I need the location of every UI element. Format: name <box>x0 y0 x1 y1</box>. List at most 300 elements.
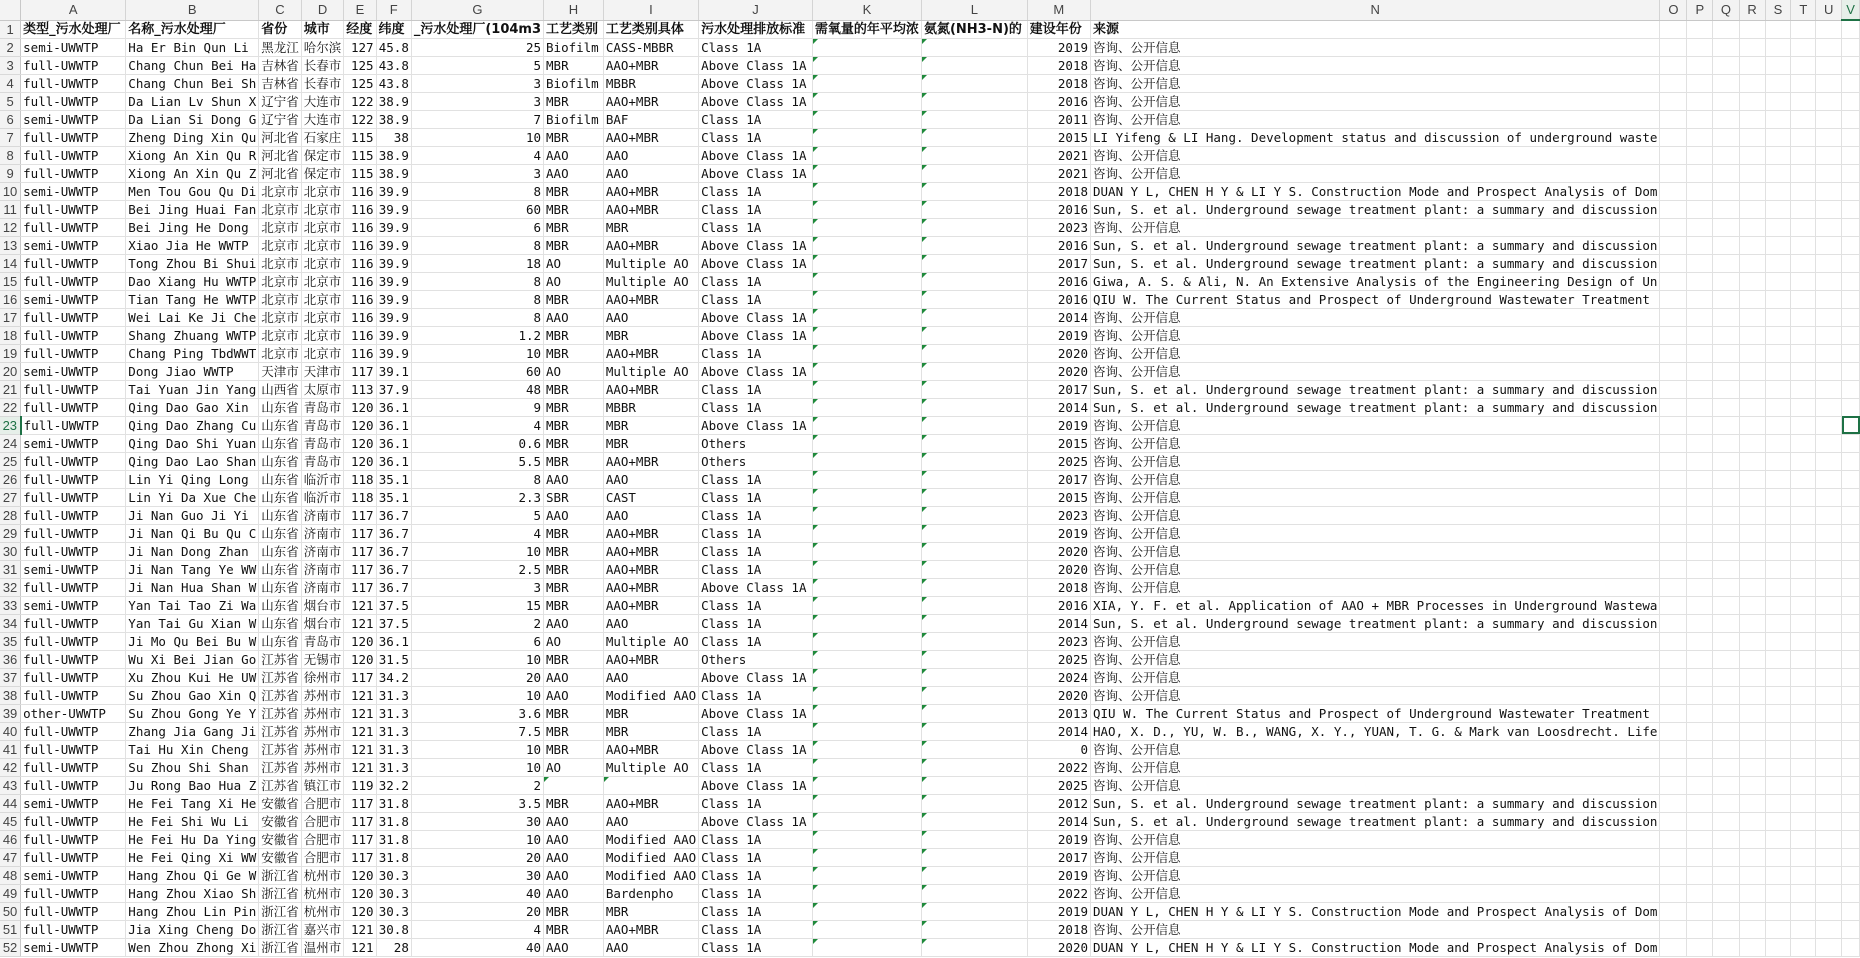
cell-n19[interactable]: 咨询、公开信息 <box>1091 344 1660 362</box>
row-header-13[interactable]: 13 <box>0 236 21 254</box>
cell-t27[interactable] <box>1791 488 1816 506</box>
cell-s6[interactable] <box>1765 110 1791 128</box>
cell-m19[interactable]: 2020 <box>1027 344 1090 362</box>
cell-q50[interactable] <box>1713 902 1739 920</box>
cell-q49[interactable] <box>1713 884 1739 902</box>
cell-f25[interactable]: 36.1 <box>376 452 411 470</box>
cell-e33[interactable]: 121 <box>344 596 376 614</box>
cell-k36[interactable] <box>812 650 921 668</box>
cell-b21[interactable]: Tai Yuan Jin Yang <box>126 380 259 398</box>
cell-f19[interactable]: 39.9 <box>376 344 411 362</box>
cell-q39[interactable] <box>1713 704 1739 722</box>
cell-n21[interactable]: Sun, S. et al. Underground sewage treatment plant: a summary and discussion <box>1091 380 1660 398</box>
cell-k39[interactable] <box>812 704 921 722</box>
row-header-32[interactable]: 32 <box>0 578 21 596</box>
cell-j37[interactable]: Above Class 1A <box>699 668 813 686</box>
cell-c13[interactable]: 北京市 <box>259 236 302 254</box>
column-header-g[interactable]: G <box>411 0 543 20</box>
cell-c44[interactable]: 安徽省 <box>259 794 302 812</box>
cell-a48[interactable]: semi-UWWTP <box>21 866 126 884</box>
cell-g52[interactable]: 40 <box>411 938 543 956</box>
cell-d30[interactable]: 济南市 <box>301 542 344 560</box>
cell-h44[interactable]: MBR <box>544 794 604 812</box>
cell-j22[interactable]: Class 1A <box>699 398 813 416</box>
cell-u50[interactable] <box>1816 902 1842 920</box>
cell-n32[interactable]: 咨询、公开信息 <box>1091 578 1660 596</box>
cell-h50[interactable]: MBR <box>544 902 604 920</box>
cell-v31[interactable] <box>1842 560 1860 578</box>
cell-s3[interactable] <box>1765 56 1791 74</box>
cell-j52[interactable]: Class 1A <box>699 938 813 956</box>
cell-u25[interactable] <box>1816 452 1842 470</box>
cell-p41[interactable] <box>1687 740 1713 758</box>
column-header-m[interactable]: M <box>1027 0 1090 20</box>
cell-v33[interactable] <box>1842 596 1860 614</box>
cell-e13[interactable]: 116 <box>344 236 376 254</box>
cell-b23[interactable]: Qing Dao Zhang Cu <box>126 416 259 434</box>
cell-v29[interactable] <box>1842 524 1860 542</box>
cell-a27[interactable]: full-UWWTP <box>21 488 126 506</box>
cell-g22[interactable]: 9 <box>411 398 543 416</box>
cell-k34[interactable] <box>812 614 921 632</box>
cell-f5[interactable]: 38.9 <box>376 92 411 110</box>
cell-a19[interactable]: full-UWWTP <box>21 344 126 362</box>
cell-t10[interactable] <box>1791 182 1816 200</box>
cell-p25[interactable] <box>1687 452 1713 470</box>
cell-s17[interactable] <box>1765 308 1791 326</box>
cell-d27[interactable]: 临沂市 <box>301 488 344 506</box>
cell-r11[interactable] <box>1739 200 1765 218</box>
cell-u15[interactable] <box>1816 272 1842 290</box>
cell-d24[interactable]: 青岛市 <box>301 434 344 452</box>
cell-p18[interactable] <box>1687 326 1713 344</box>
row-header-45[interactable]: 45 <box>0 812 21 830</box>
cell-r18[interactable] <box>1739 326 1765 344</box>
cell-l42[interactable] <box>921 758 1027 776</box>
cell-i15[interactable]: Multiple AO <box>603 272 698 290</box>
cell-m38[interactable]: 2020 <box>1027 686 1090 704</box>
cell-u31[interactable] <box>1816 560 1842 578</box>
cell-k21[interactable] <box>812 380 921 398</box>
cell-d38[interactable]: 苏州市 <box>301 686 344 704</box>
cell-v32[interactable] <box>1842 578 1860 596</box>
cell-q46[interactable] <box>1713 830 1739 848</box>
cell-s11[interactable] <box>1765 200 1791 218</box>
cell-u13[interactable] <box>1816 236 1842 254</box>
cell-l15[interactable] <box>921 272 1027 290</box>
cell-s36[interactable] <box>1765 650 1791 668</box>
cell-b31[interactable]: Ji Nan Tang Ye WW <box>126 560 259 578</box>
cell-s49[interactable] <box>1765 884 1791 902</box>
cell-p14[interactable] <box>1687 254 1713 272</box>
cell-l7[interactable] <box>921 128 1027 146</box>
cell-p34[interactable] <box>1687 614 1713 632</box>
cell-c16[interactable]: 北京市 <box>259 290 302 308</box>
cell-n47[interactable]: 咨询、公开信息 <box>1091 848 1660 866</box>
cell-v8[interactable] <box>1842 146 1860 164</box>
cell-i43[interactable] <box>603 776 698 794</box>
cell-e38[interactable]: 121 <box>344 686 376 704</box>
cell-o15[interactable] <box>1660 272 1687 290</box>
cell-p26[interactable] <box>1687 470 1713 488</box>
cell-q24[interactable] <box>1713 434 1739 452</box>
cell-f38[interactable]: 31.3 <box>376 686 411 704</box>
cell-g25[interactable]: 5.5 <box>411 452 543 470</box>
cell-l28[interactable] <box>921 506 1027 524</box>
cell-b26[interactable]: Lin Yi Qing Long <box>126 470 259 488</box>
cell-u51[interactable] <box>1816 920 1842 938</box>
cell-n40[interactable]: HAO, X. D., YU, W. B., WANG, X. Y., YUAN, T. G. & Mark van Loosdrecht. Life <box>1091 722 1660 740</box>
cell-d29[interactable]: 济南市 <box>301 524 344 542</box>
cell-o40[interactable] <box>1660 722 1687 740</box>
cell-v11[interactable] <box>1842 200 1860 218</box>
row-header-17[interactable]: 17 <box>0 308 21 326</box>
cell-u20[interactable] <box>1816 362 1842 380</box>
cell-a32[interactable]: full-UWWTP <box>21 578 126 596</box>
cell-r14[interactable] <box>1739 254 1765 272</box>
cell-k4[interactable] <box>812 74 921 92</box>
cell-t3[interactable] <box>1791 56 1816 74</box>
cell-t16[interactable] <box>1791 290 1816 308</box>
cell-g46[interactable]: 10 <box>411 830 543 848</box>
cell-g1[interactable]: _污水处理厂(104m3 <box>411 20 543 38</box>
cell-n29[interactable]: 咨询、公开信息 <box>1091 524 1660 542</box>
cell-b35[interactable]: Ji Mo Qu Bei Bu W <box>126 632 259 650</box>
cell-l43[interactable] <box>921 776 1027 794</box>
cell-q27[interactable] <box>1713 488 1739 506</box>
cell-e29[interactable]: 117 <box>344 524 376 542</box>
cell-q25[interactable] <box>1713 452 1739 470</box>
cell-g23[interactable]: 4 <box>411 416 543 434</box>
cell-p17[interactable] <box>1687 308 1713 326</box>
cell-t28[interactable] <box>1791 506 1816 524</box>
cell-j50[interactable]: Class 1A <box>699 902 813 920</box>
cell-l35[interactable] <box>921 632 1027 650</box>
cell-h25[interactable]: MBR <box>544 452 604 470</box>
cell-m45[interactable]: 2014 <box>1027 812 1090 830</box>
cell-b8[interactable]: Xiong An Xin Qu R <box>126 146 259 164</box>
cell-s19[interactable] <box>1765 344 1791 362</box>
cell-o1[interactable] <box>1660 20 1687 38</box>
cell-j19[interactable]: Class 1A <box>699 344 813 362</box>
column-header-o[interactable]: O <box>1660 0 1687 20</box>
cell-v48[interactable] <box>1842 866 1860 884</box>
cell-h23[interactable]: MBR <box>544 416 604 434</box>
cell-u4[interactable] <box>1816 74 1842 92</box>
cell-r20[interactable] <box>1739 362 1765 380</box>
cell-s33[interactable] <box>1765 596 1791 614</box>
cell-p32[interactable] <box>1687 578 1713 596</box>
cell-d43[interactable]: 镇江市 <box>301 776 344 794</box>
cell-l34[interactable] <box>921 614 1027 632</box>
cell-a15[interactable]: full-UWWTP <box>21 272 126 290</box>
cell-i35[interactable]: Multiple AO <box>603 632 698 650</box>
cell-r22[interactable] <box>1739 398 1765 416</box>
cell-k38[interactable] <box>812 686 921 704</box>
cell-c32[interactable]: 山东省 <box>259 578 302 596</box>
row-header-46[interactable]: 46 <box>0 830 21 848</box>
cell-f34[interactable]: 37.5 <box>376 614 411 632</box>
cell-i11[interactable]: AAO+MBR <box>603 200 698 218</box>
cell-j26[interactable]: Class 1A <box>699 470 813 488</box>
cell-i34[interactable]: AAO <box>603 614 698 632</box>
cell-q28[interactable] <box>1713 506 1739 524</box>
column-header-k[interactable]: K <box>812 0 921 20</box>
cell-r29[interactable] <box>1739 524 1765 542</box>
cell-g19[interactable]: 10 <box>411 344 543 362</box>
cell-b40[interactable]: Zhang Jia Gang Ji <box>126 722 259 740</box>
cell-b36[interactable]: Wu Xi Bei Jian Go <box>126 650 259 668</box>
cell-h43[interactable] <box>544 776 604 794</box>
cell-l38[interactable] <box>921 686 1027 704</box>
cell-p1[interactable] <box>1687 20 1713 38</box>
cell-k15[interactable] <box>812 272 921 290</box>
cell-u49[interactable] <box>1816 884 1842 902</box>
row-header-24[interactable]: 24 <box>0 434 21 452</box>
cell-g20[interactable]: 60 <box>411 362 543 380</box>
cell-v3[interactable] <box>1842 56 1860 74</box>
row-header-29[interactable]: 29 <box>0 524 21 542</box>
cell-k29[interactable] <box>812 524 921 542</box>
cell-d35[interactable]: 青岛市 <box>301 632 344 650</box>
cell-t5[interactable] <box>1791 92 1816 110</box>
cell-k43[interactable] <box>812 776 921 794</box>
cell-i49[interactable]: Bardenpho <box>603 884 698 902</box>
cell-r52[interactable] <box>1739 938 1765 956</box>
cell-u52[interactable] <box>1816 938 1842 956</box>
cell-q18[interactable] <box>1713 326 1739 344</box>
cell-g51[interactable]: 4 <box>411 920 543 938</box>
cell-j40[interactable]: Class 1A <box>699 722 813 740</box>
cell-k30[interactable] <box>812 542 921 560</box>
cell-d8[interactable]: 保定市 <box>301 146 344 164</box>
cell-d16[interactable]: 北京市 <box>301 290 344 308</box>
cell-i3[interactable]: AAO+MBR <box>603 56 698 74</box>
cell-a43[interactable]: full-UWWTP <box>21 776 126 794</box>
row-header-19[interactable]: 19 <box>0 344 21 362</box>
cell-h10[interactable]: MBR <box>544 182 604 200</box>
cell-a23[interactable]: full-UWWTP <box>21 416 126 434</box>
cell-n49[interactable]: 咨询、公开信息 <box>1091 884 1660 902</box>
cell-k23[interactable] <box>812 416 921 434</box>
cell-v14[interactable] <box>1842 254 1860 272</box>
cell-f46[interactable]: 31.8 <box>376 830 411 848</box>
column-header-r[interactable]: R <box>1739 0 1765 20</box>
cell-o22[interactable] <box>1660 398 1687 416</box>
cell-h38[interactable]: AAO <box>544 686 604 704</box>
cell-p4[interactable] <box>1687 74 1713 92</box>
cell-j34[interactable]: Class 1A <box>699 614 813 632</box>
cell-t50[interactable] <box>1791 902 1816 920</box>
cell-e10[interactable]: 116 <box>344 182 376 200</box>
cell-n15[interactable]: Giwa, A. S. & Ali, N. An Extensive Analysis of the Engineering Design of Un <box>1091 272 1660 290</box>
cell-b27[interactable]: Lin Yi Da Xue Che <box>126 488 259 506</box>
cell-i23[interactable]: MBR <box>603 416 698 434</box>
cell-i22[interactable]: MBBR <box>603 398 698 416</box>
cell-d40[interactable]: 苏州市 <box>301 722 344 740</box>
column-header-d[interactable]: D <box>301 0 344 20</box>
cell-v26[interactable] <box>1842 470 1860 488</box>
cell-t39[interactable] <box>1791 704 1816 722</box>
cell-a40[interactable]: full-UWWTP <box>21 722 126 740</box>
cell-c40[interactable]: 江苏省 <box>259 722 302 740</box>
cell-s35[interactable] <box>1765 632 1791 650</box>
row-header-8[interactable]: 8 <box>0 146 21 164</box>
cell-n28[interactable]: 咨询、公开信息 <box>1091 506 1660 524</box>
cell-c9[interactable]: 河北省 <box>259 164 302 182</box>
cell-b4[interactable]: Chang Chun Bei Sh <box>126 74 259 92</box>
cell-i2[interactable]: CASS-MBBR <box>603 38 698 56</box>
cell-f10[interactable]: 39.9 <box>376 182 411 200</box>
cell-v49[interactable] <box>1842 884 1860 902</box>
cell-r6[interactable] <box>1739 110 1765 128</box>
cell-m4[interactable]: 2018 <box>1027 74 1090 92</box>
cell-r33[interactable] <box>1739 596 1765 614</box>
cell-f50[interactable]: 30.3 <box>376 902 411 920</box>
cell-l10[interactable] <box>921 182 1027 200</box>
cell-r43[interactable] <box>1739 776 1765 794</box>
cell-k26[interactable] <box>812 470 921 488</box>
cell-p11[interactable] <box>1687 200 1713 218</box>
cell-q37[interactable] <box>1713 668 1739 686</box>
cell-s46[interactable] <box>1765 830 1791 848</box>
cell-u36[interactable] <box>1816 650 1842 668</box>
cell-a6[interactable]: semi-UWWTP <box>21 110 126 128</box>
cell-a41[interactable]: full-UWWTP <box>21 740 126 758</box>
cell-v12[interactable] <box>1842 218 1860 236</box>
cell-e19[interactable]: 116 <box>344 344 376 362</box>
cell-g10[interactable]: 8 <box>411 182 543 200</box>
cell-v16[interactable] <box>1842 290 1860 308</box>
cell-k5[interactable] <box>812 92 921 110</box>
cell-j46[interactable]: Class 1A <box>699 830 813 848</box>
cell-s9[interactable] <box>1765 164 1791 182</box>
cell-j2[interactable]: Class 1A <box>699 38 813 56</box>
cell-v28[interactable] <box>1842 506 1860 524</box>
cell-c25[interactable]: 山东省 <box>259 452 302 470</box>
cell-c11[interactable]: 北京市 <box>259 200 302 218</box>
row-header-2[interactable]: 2 <box>0 38 21 56</box>
cell-g9[interactable]: 3 <box>411 164 543 182</box>
cell-d6[interactable]: 大连市 <box>301 110 344 128</box>
cell-u30[interactable] <box>1816 542 1842 560</box>
cell-u38[interactable] <box>1816 686 1842 704</box>
cell-j47[interactable]: Class 1A <box>699 848 813 866</box>
row-header-26[interactable]: 26 <box>0 470 21 488</box>
cell-b33[interactable]: Yan Tai Tao Zi Wa <box>126 596 259 614</box>
cell-n20[interactable]: 咨询、公开信息 <box>1091 362 1660 380</box>
cell-m43[interactable]: 2025 <box>1027 776 1090 794</box>
cell-r10[interactable] <box>1739 182 1765 200</box>
cell-l12[interactable] <box>921 218 1027 236</box>
cell-s51[interactable] <box>1765 920 1791 938</box>
column-header-v[interactable]: V <box>1842 0 1860 20</box>
cell-o47[interactable] <box>1660 848 1687 866</box>
cell-r48[interactable] <box>1739 866 1765 884</box>
cell-k24[interactable] <box>812 434 921 452</box>
cell-g33[interactable]: 15 <box>411 596 543 614</box>
cell-d5[interactable]: 大连市 <box>301 92 344 110</box>
cell-q4[interactable] <box>1713 74 1739 92</box>
cell-c49[interactable]: 浙江省 <box>259 884 302 902</box>
cell-r7[interactable] <box>1739 128 1765 146</box>
cell-t30[interactable] <box>1791 542 1816 560</box>
cell-v21[interactable] <box>1842 380 1860 398</box>
cell-m37[interactable]: 2024 <box>1027 668 1090 686</box>
cell-q14[interactable] <box>1713 254 1739 272</box>
cell-e2[interactable]: 127 <box>344 38 376 56</box>
cell-r32[interactable] <box>1739 578 1765 596</box>
cell-h7[interactable]: MBR <box>544 128 604 146</box>
cell-t14[interactable] <box>1791 254 1816 272</box>
cell-j9[interactable]: Above Class 1A <box>699 164 813 182</box>
cell-l5[interactable] <box>921 92 1027 110</box>
cell-p33[interactable] <box>1687 596 1713 614</box>
cell-p21[interactable] <box>1687 380 1713 398</box>
cell-i7[interactable]: AAO+MBR <box>603 128 698 146</box>
cell-n35[interactable]: 咨询、公开信息 <box>1091 632 1660 650</box>
cell-f36[interactable]: 31.5 <box>376 650 411 668</box>
cell-k41[interactable] <box>812 740 921 758</box>
cell-c19[interactable]: 北京市 <box>259 344 302 362</box>
cell-q10[interactable] <box>1713 182 1739 200</box>
cell-u44[interactable] <box>1816 794 1842 812</box>
cell-t11[interactable] <box>1791 200 1816 218</box>
row-header-47[interactable]: 47 <box>0 848 21 866</box>
cell-g30[interactable]: 10 <box>411 542 543 560</box>
cell-l3[interactable] <box>921 56 1027 74</box>
cell-v41[interactable] <box>1842 740 1860 758</box>
cell-l11[interactable] <box>921 200 1027 218</box>
cell-e34[interactable]: 121 <box>344 614 376 632</box>
cell-u17[interactable] <box>1816 308 1842 326</box>
cell-m3[interactable]: 2018 <box>1027 56 1090 74</box>
cell-k10[interactable] <box>812 182 921 200</box>
cell-a8[interactable]: full-UWWTP <box>21 146 126 164</box>
cell-u22[interactable] <box>1816 398 1842 416</box>
cell-t22[interactable] <box>1791 398 1816 416</box>
cell-p39[interactable] <box>1687 704 1713 722</box>
cell-u33[interactable] <box>1816 596 1842 614</box>
cell-g43[interactable]: 2 <box>411 776 543 794</box>
cell-d11[interactable]: 北京市 <box>301 200 344 218</box>
cell-r2[interactable] <box>1739 38 1765 56</box>
cell-k45[interactable] <box>812 812 921 830</box>
cell-l29[interactable] <box>921 524 1027 542</box>
row-header-39[interactable]: 39 <box>0 704 21 722</box>
cell-a31[interactable]: semi-UWWTP <box>21 560 126 578</box>
cell-f32[interactable]: 36.7 <box>376 578 411 596</box>
cell-c15[interactable]: 北京市 <box>259 272 302 290</box>
cell-t23[interactable] <box>1791 416 1816 434</box>
cell-n10[interactable]: DUAN Y L, CHEN H Y & LI Y S. Construction Mode and Prospect Analysis of Dom <box>1091 182 1660 200</box>
cell-e3[interactable]: 125 <box>344 56 376 74</box>
cell-k35[interactable] <box>812 632 921 650</box>
cell-j36[interactable]: Others <box>699 650 813 668</box>
cell-r40[interactable] <box>1739 722 1765 740</box>
cell-t49[interactable] <box>1791 884 1816 902</box>
cell-c29[interactable]: 山东省 <box>259 524 302 542</box>
cell-r31[interactable] <box>1739 560 1765 578</box>
cell-f22[interactable]: 36.1 <box>376 398 411 416</box>
cell-o52[interactable] <box>1660 938 1687 956</box>
cell-q11[interactable] <box>1713 200 1739 218</box>
cell-v23[interactable] <box>1842 416 1860 434</box>
cell-p42[interactable] <box>1687 758 1713 776</box>
cell-c34[interactable]: 山东省 <box>259 614 302 632</box>
cell-v22[interactable] <box>1842 398 1860 416</box>
cell-u45[interactable] <box>1816 812 1842 830</box>
